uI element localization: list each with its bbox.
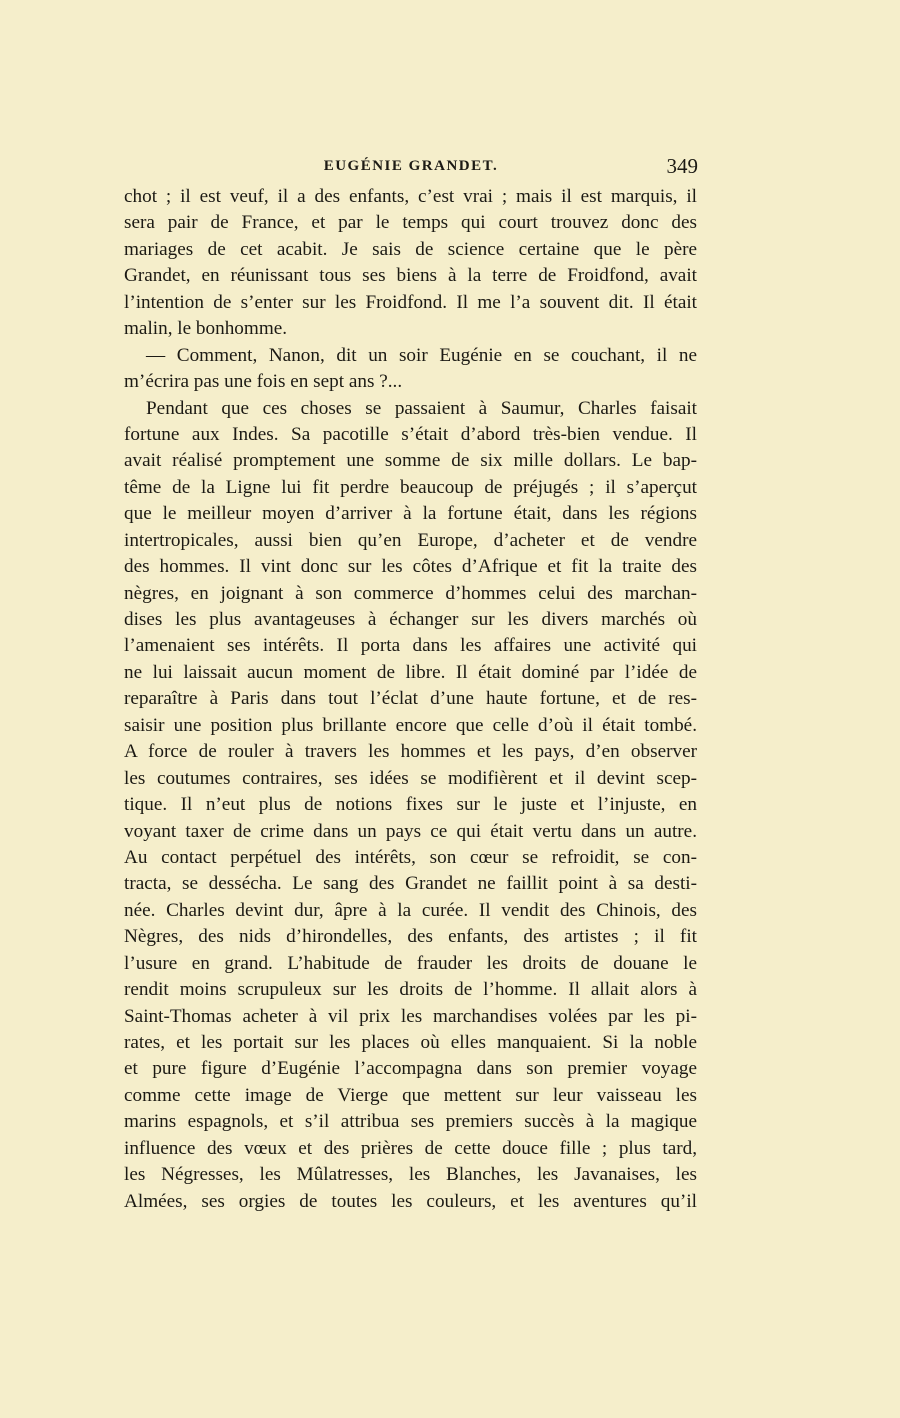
text-line: malin, le bonhomme.	[124, 318, 288, 340]
text-line: l’intention de s’enter sur les Froidfond. Il me l’a souvent dit. Il était	[124, 291, 697, 313]
text-line: m’écrira pas une fois en sept ans ?...	[124, 371, 403, 393]
text-line: les coutumes contraires, ses idées se modifièrent et il devint scep-	[124, 767, 697, 789]
text-line: chot ; il est veuf, il a des enfants, c’est vrai ; mais il est marquis, il	[124, 186, 697, 207]
text-line: des hommes. Il vint donc sur les côtes d’Afrique et fit la traite des	[124, 556, 697, 578]
text-line: intertropicales, aussi bien qu’en Europe, d’acheter et de vendre	[124, 529, 697, 551]
text-line: fortune aux Indes. Sa pacotille s’était d’abord très-bien vendue. Il	[124, 423, 697, 445]
text-line: Pendant que ces choses se passaient à Saumur, Charles faisait	[146, 397, 697, 419]
text-line: mariages de cet acabit. Je sais de science certaine que le père	[124, 238, 697, 260]
text-line: voyant taxer de crime dans un pays ce qui était vertu dans un autre.	[124, 820, 697, 842]
text-line: et pure figure d’Eugénie l’accompagna dans son premier voyage	[124, 1058, 697, 1080]
page-header	[124, 154, 698, 180]
text-line: comme cette image de Vierge que mettent sur leur vaisseau les	[124, 1084, 697, 1106]
text-line: Saint-Thomas acheter à vil prix les marchandises volées par les pi-	[124, 1005, 697, 1027]
text-line: rendit moins scrupuleux sur les droits de l’homme. Il allait alors à	[124, 979, 697, 1001]
text-line: née. Charles devint dur, âpre à la curée. Il vendit des Chinois, des	[124, 899, 697, 921]
text-line: tracta, se dessécha. Le sang des Grandet ne faillit point à sa desti-	[124, 873, 697, 895]
text-line: sera pair de France, et par le temps qui court trouvez donc des	[124, 212, 697, 234]
text-line: dises les plus avantageuses à échanger sur les divers marchés où	[124, 609, 697, 630]
text-line: que le meilleur moyen d’arriver à la fortune était, dans les régions	[124, 503, 697, 525]
text-line: avait réalisé promptement une somme de six mille dollars. Le bap-	[124, 450, 697, 472]
text-line: Nègres, des nids d’hirondelles, des enfants, des artistes ; il fit	[124, 926, 697, 948]
text-line: influence des vœux et des prières de cette douce fille ; plus tard,	[124, 1137, 697, 1159]
text-line: Au contact perpétuel des intérêts, son cœur se refroidit, se con-	[124, 846, 697, 868]
text-line: ne lui laissait aucun moment de libre. Il était dominé par l’idée de	[124, 661, 697, 683]
text-line: tême de la Ligne lui fit perdre beaucoup de préjugés ; il s’aperçut	[124, 476, 697, 498]
text-line: A force de rouler à travers les hommes et les pays, d’en observer	[124, 741, 697, 763]
text-line: — Comment, Nanon, dit un soir Eugénie en se couchant, il ne	[146, 344, 697, 366]
text-line: tique. Il n’eut plus de notions fixes sur le juste et l’injuste, en	[124, 794, 697, 816]
text-line: rates, et les portait sur les places où elles manquaient. Si la noble	[124, 1032, 697, 1053]
text-line: saisir une position plus brillante encore que celle d’où il était tombé.	[124, 714, 697, 736]
page-number: 349	[666, 154, 698, 178]
running-title: EUGÉNIE GRANDET.	[323, 158, 499, 174]
text-line: l’usure en grand. L’habitude de frauder les droits de douane le	[124, 952, 697, 974]
text-line: l’amenaient ses intérêts. Il porta dans les affaires une activité qui	[124, 635, 697, 657]
text-line: les Négresses, les Mûlatresses, les Blanches, les Javanaises, les	[124, 1164, 697, 1186]
text-line: Almées, ses orgies de toutes les couleurs, et les aventures qu’il	[124, 1190, 697, 1212]
text-line: reparaître à Paris dans tout l’éclat d’une haute fortune, et de res-	[124, 688, 697, 710]
text-line: Grandet, en réunissant tous ses biens à la terre de Froidfond, avait	[124, 265, 697, 287]
text-line: nègres, en joignant à son commerce d’hommes celui des marchan-	[124, 582, 697, 604]
text-line: marins espagnols, et s’il attribua ses premiers succès à la magique	[124, 1111, 697, 1133]
body-text	[124, 184, 697, 1215]
